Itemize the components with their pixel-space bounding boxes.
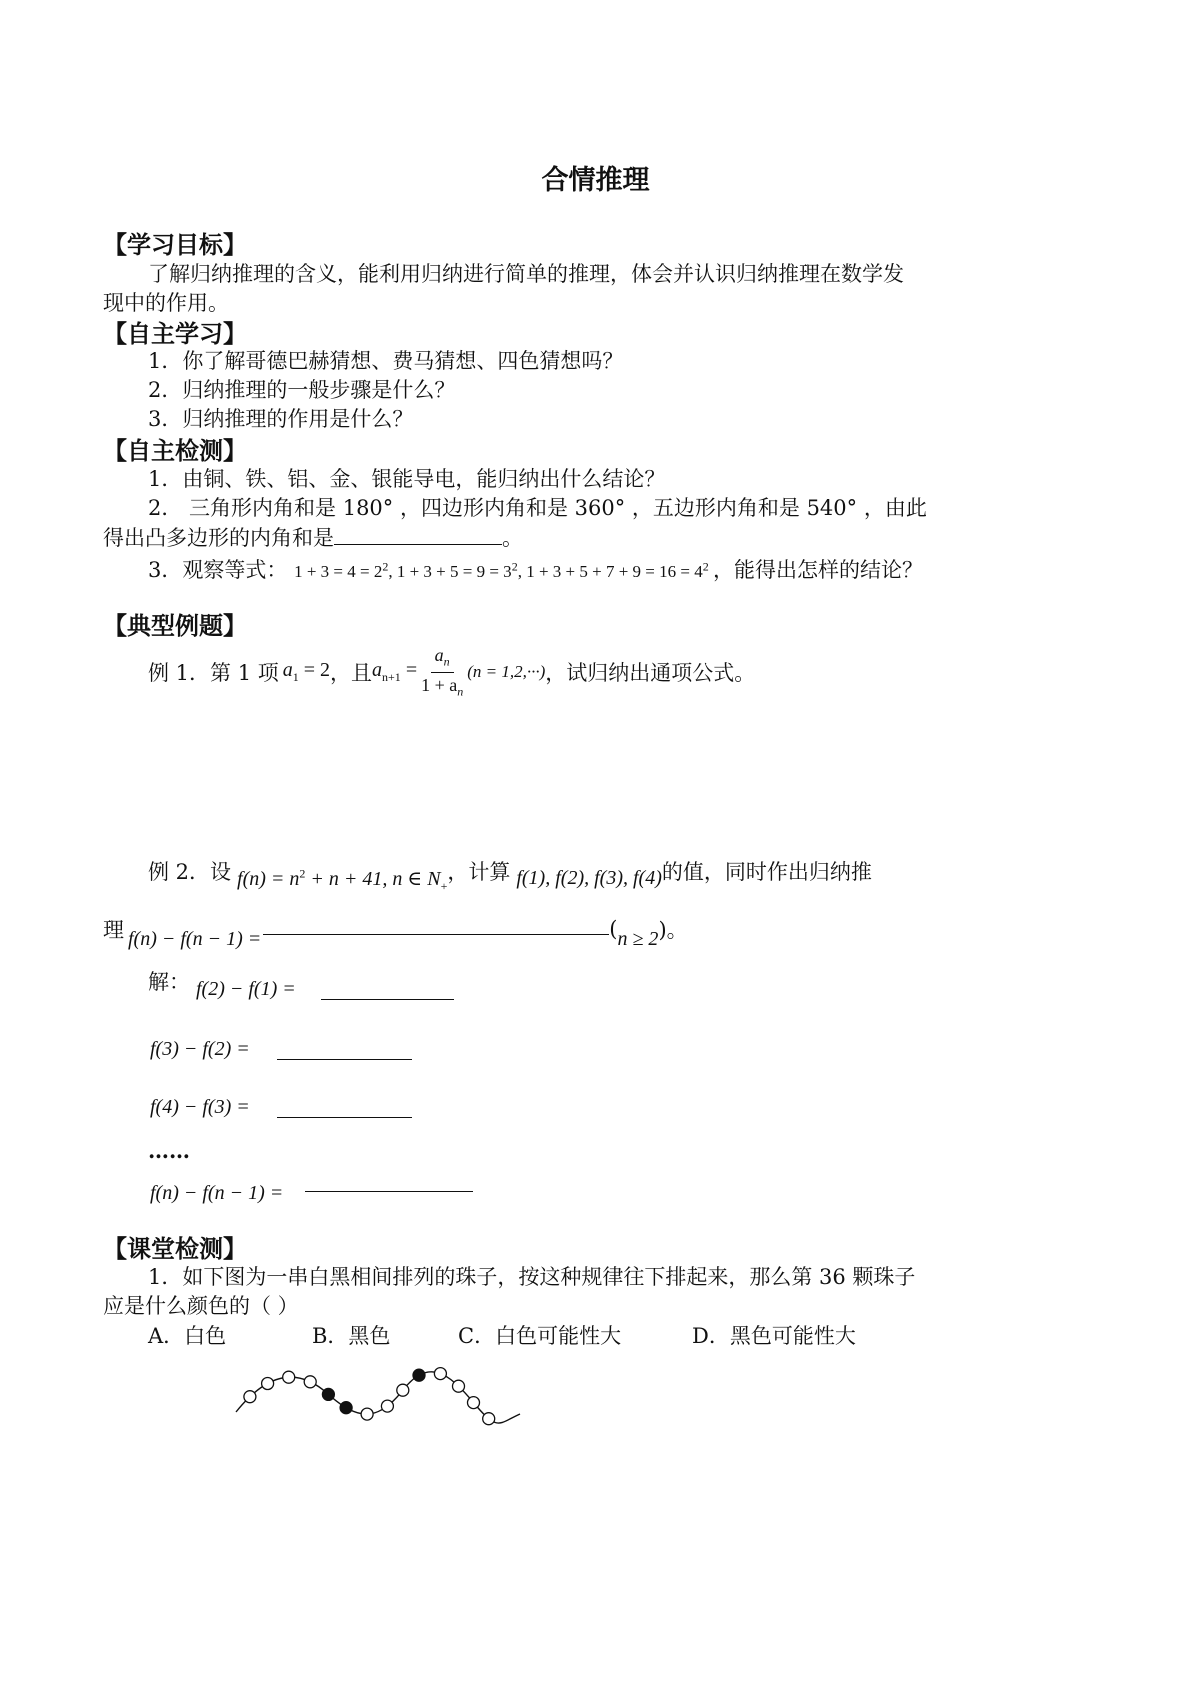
option-b[interactable]: B．黑色 xyxy=(312,1324,391,1348)
q3-eq-2: , 1 + 3 + 5 = 9 = 3 xyxy=(388,562,512,581)
ex1-a1: $a_1 = 2$ xyxy=(282,659,331,685)
ex2-prefix: 例 2．设 xyxy=(148,860,232,884)
answer-blank-fn[interactable] xyxy=(305,1191,473,1192)
bead-white xyxy=(453,1380,465,1392)
ex2-f: f(n) = n xyxy=(237,868,300,890)
ex1-recurrence: $a_{n+1}$ = xyxy=(372,659,418,685)
ex2-values: f(1), f(2), f(3), f(4) xyxy=(516,866,662,889)
answer-blank-f3-f2[interactable] xyxy=(277,1059,412,1060)
bead-white xyxy=(262,1378,274,1390)
self-check-q3 xyxy=(148,554,923,584)
ex2-paren-open: ( xyxy=(609,916,618,941)
ex1-prefix: 例 1．第 1 项 xyxy=(148,661,279,686)
option-c[interactable]: C．白色可能性大 xyxy=(458,1324,622,1348)
ex2-function: $f(n) = n^2 + n + 41$, n ∈ $N_+$ xyxy=(237,866,448,893)
heading-class-check: 【课堂检测】 xyxy=(103,1235,247,1263)
q3-exp-2: 2 xyxy=(511,559,518,574)
bead-white xyxy=(381,1400,393,1412)
ex1-range: (n = 1,2,···) xyxy=(467,662,546,682)
ex2-line2-prefix: 理 xyxy=(103,917,124,942)
bead-white xyxy=(397,1384,409,1396)
solution-line-3: f(4) − f(3) = xyxy=(150,1096,250,1118)
heading-goals: 【学习目标】 xyxy=(103,231,247,259)
heading-self-study: 【自主学习】 xyxy=(103,320,247,348)
self-study-item-3: 3．归纳推理的作用是什么？ xyxy=(148,407,414,431)
solution-line-4: f(n) − f(n − 1) = xyxy=(150,1182,284,1204)
solution-line-2: f(3) − f(2) = xyxy=(150,1038,250,1060)
bead-white xyxy=(361,1408,373,1420)
bead-black xyxy=(340,1402,352,1414)
heading-self-check: 【自主检测】 xyxy=(103,437,247,465)
ex2-condition: n ≥ 2 xyxy=(617,928,659,950)
ex1-an1-sym: a xyxy=(372,659,383,682)
goals-line-2: 现中的作用。 xyxy=(103,291,229,315)
self-check-q1: 1．由铜、铁、铝、金、银能导电，能归纳出什么结论？ xyxy=(148,467,666,491)
ex2-line2-expr: f(n) − f(n − 1) = xyxy=(128,928,262,950)
ex1-a1-eq: = 2 xyxy=(298,659,331,682)
beads xyxy=(244,1368,495,1425)
class-check-q1-line2: 应是什么颜色的（ ） xyxy=(103,1294,299,1318)
example-2-line2 xyxy=(103,906,688,951)
ex2-suffix: 的值，同时作出归纳推 xyxy=(661,860,872,884)
ex1-den: 1 + a xyxy=(421,674,458,695)
page-title: 合情推理 xyxy=(541,165,650,196)
example-1 xyxy=(148,645,755,699)
q3-exp-1: 2 xyxy=(382,559,389,574)
self-study-item-2: 2．归纳推理的一般步骤是什么？ xyxy=(148,378,456,402)
answer-blank-angle-sum[interactable] xyxy=(334,526,502,545)
bead-black xyxy=(413,1369,425,1381)
ex1-fraction: $\frac{a_n}{1 + a_n}$ xyxy=(421,645,464,699)
answer-blank-f4-f3[interactable] xyxy=(277,1117,412,1118)
q3-equations xyxy=(294,559,713,581)
solution-label: 解： xyxy=(148,970,190,994)
q3-exp-3: 2 xyxy=(702,559,709,574)
self-check-q2-line2 xyxy=(103,522,523,552)
q3-eq-3: , 1 + 3 + 5 + 7 + 9 = 16 = 4 xyxy=(517,562,703,581)
answer-blank-f2-f1[interactable] xyxy=(321,999,454,1000)
self-study-item-1: 1．你了解哥德巴赫猜想、费马猜想、四色猜想吗？ xyxy=(148,349,624,373)
ex2-calc: ，计算 xyxy=(447,860,511,884)
bead-white xyxy=(468,1397,480,1409)
ellipsis: …… xyxy=(148,1138,190,1163)
goals-line-1: 了解归纳推理的含义，能利用归纳进行简单的推理，体会并认识归纳推理在数学发 xyxy=(148,262,904,286)
bead-string-figure xyxy=(228,1362,528,1434)
option-d[interactable]: D．黑色可能性大 xyxy=(692,1324,856,1348)
option-a[interactable]: A．白色 xyxy=(148,1324,227,1348)
bead-white xyxy=(244,1391,256,1403)
q2-line2-suffix: 。 xyxy=(502,526,523,550)
class-check-q1-line1: 1．如下图为一串白黑相间排列的珠子，按这种规律往下排起来，那么第 36 颗珠子 xyxy=(148,1265,916,1289)
ex1-mid: ，且 xyxy=(330,661,373,686)
bead-black xyxy=(322,1388,334,1400)
ex1-suffix: ，试归纳出通项公式。 xyxy=(545,661,756,686)
example-2-line1 xyxy=(148,848,872,894)
q2-line2-prefix: 得出凸多边形的内角和是 xyxy=(103,526,334,550)
ex2-f-rest: + n + 41, n ∈ N xyxy=(305,868,441,890)
q3-suffix: ，能得出怎样的结论？ xyxy=(712,558,923,582)
heading-examples: 【典型例题】 xyxy=(103,612,247,640)
bead-white xyxy=(283,1371,295,1383)
q3-eq-1: 1 + 3 = 4 = 2 xyxy=(294,562,383,581)
ex2-paren-close: )。 xyxy=(658,917,688,942)
solution-line-1: f(2) − f(1) = xyxy=(196,978,296,1000)
bead-white xyxy=(483,1413,495,1425)
bead-white xyxy=(304,1376,316,1388)
bead-white xyxy=(434,1368,446,1380)
answer-blank-difference[interactable] xyxy=(263,934,609,935)
q3-prefix: 3．观察等式： xyxy=(148,558,288,582)
ex1-a1-sym: a xyxy=(282,659,293,682)
ex1-num: a xyxy=(434,645,444,665)
self-check-q2-line1: 2． 三角形内角和是 180° ，四边形内角和是 360° ，五边形内角和是 540° ，由此 xyxy=(148,496,927,520)
